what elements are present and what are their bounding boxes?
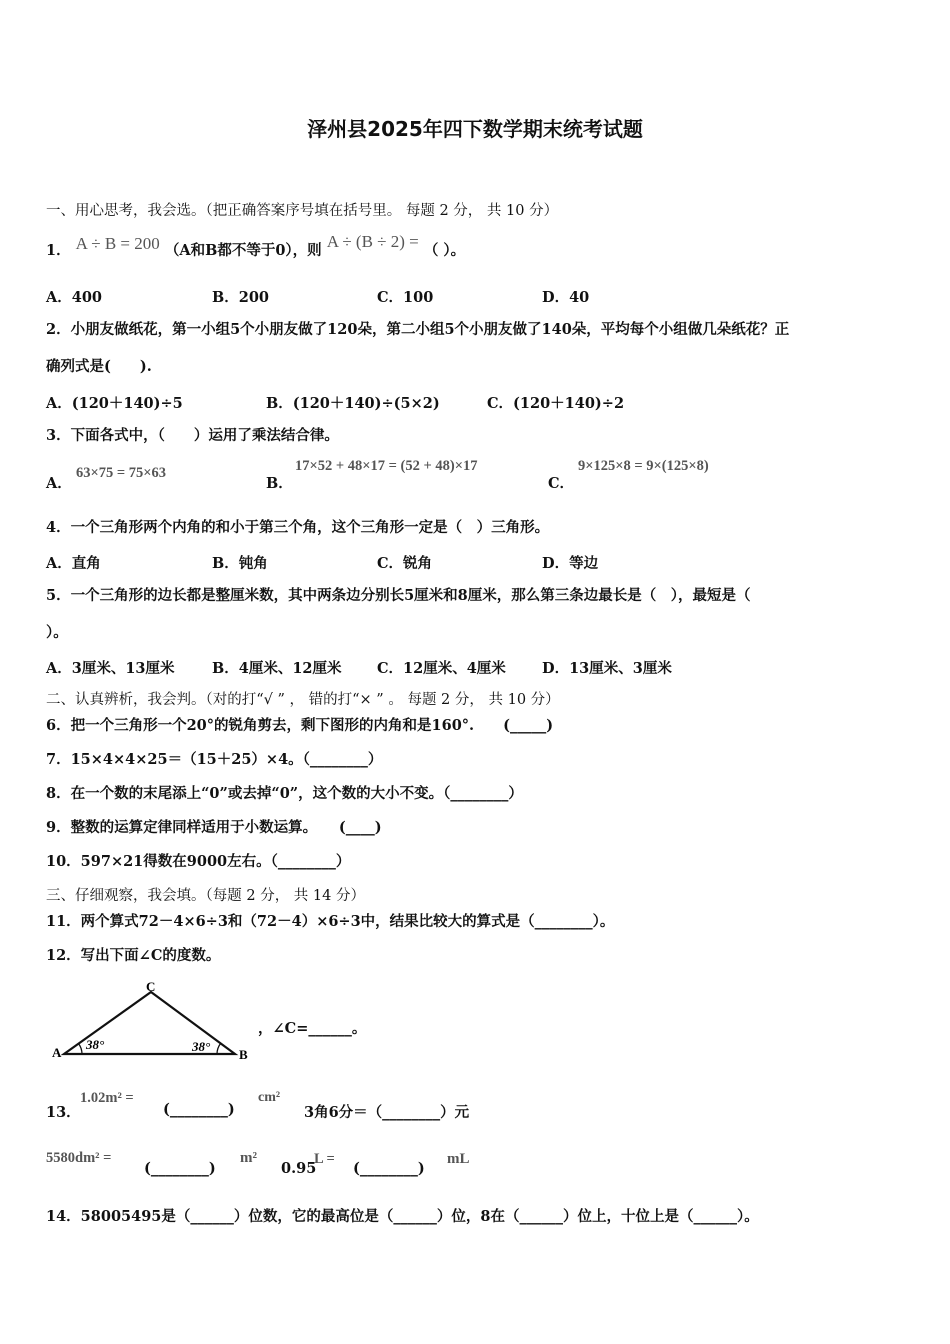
q1-number: 1． [46, 242, 71, 259]
q13-expr2: 3角6分＝（________）元 [304, 1104, 470, 1121]
q1-option-d: D．40 [542, 289, 590, 306]
q3-a-expr: 63×75 = 75×63 [76, 465, 167, 481]
q13-number: 13． [46, 1104, 81, 1121]
q2-line2: 确列式是( ). [46, 358, 152, 375]
q1-option-a: A．400 [46, 289, 103, 306]
q2-option-b: B．(120＋140)÷(5×2) [266, 395, 440, 412]
q5-line2: ）。 [46, 624, 68, 641]
section-2-header: 二、认真辨析，我会判。（对的打“√ ” ， 错的打“× ” 。 每题 2 分， 共 10 分） [46, 692, 560, 708]
q13-expr1: 1.02m² = [80, 1090, 134, 1106]
q13-unit3: m² [240, 1150, 257, 1166]
q2-line1: 2．小朋友做纸花，第一小组5个小朋友做了120朵，第二小组5个小朋友做了140朵，平均每个小组做几朵纸花？正 [46, 321, 790, 338]
q4-option-a: A．直角 [46, 555, 101, 572]
q8-line: 8．在一个数的末尾添上“0”或去掉“0”，这个数的大小不变。（________） [46, 785, 523, 802]
q3-b-label: B． [266, 475, 293, 492]
q1-expr1: A ÷ B = 200 [75, 234, 160, 253]
q5-option-d: D．13厘米、3厘米 [542, 660, 672, 677]
section-1-header: 一、用心思考，我会选。（把正确答案序号填在括号里。 每题 2 分， 共 10 分） [46, 203, 559, 219]
q3-c-expr: 9×125×8 = 9×(125×8) [578, 458, 709, 474]
q13-expr4-unit: L = [314, 1151, 335, 1167]
q13-unit1: cm² [258, 1090, 281, 1105]
angle-a-value: 38° [86, 1037, 105, 1052]
q2-option-a: A．(120＋140)÷5 [46, 395, 183, 412]
q1-tail: （ ）。 [423, 242, 466, 259]
q6-line: 6．把一个三角形一个20°的锐角剪去，剩下图形的内角和是160°. (_____) [46, 717, 554, 734]
q5-line1: 5．一个三角形的边长都是整厘米数，其中两条边分别长5厘米和8厘米，那么第三条边最长是（ ），最短是（ [46, 587, 751, 604]
q1-option-b: B．200 [212, 289, 270, 306]
vertex-a-label: A [52, 1045, 62, 1060]
q5-option-c: C．12厘米、4厘米 [377, 660, 506, 677]
q4-option-d: D．等边 [542, 555, 599, 572]
q1-option-c: C．100 [377, 289, 434, 306]
q13-blank3: (________) [144, 1160, 216, 1177]
q4-option-b: B．钝角 [212, 555, 268, 572]
triangle-figure [46, 978, 261, 1066]
angle-a-arc [79, 1044, 83, 1055]
q1-mid: （A和B都不等于0），则 [164, 242, 322, 259]
section-3-header: 三、仔细观察，我会填。（每题 2 分， 共 14 分） [46, 888, 365, 904]
q5-option-a: A．3厘米、13厘米 [46, 660, 175, 677]
q7-line: 7．15×4×4×25＝（15＋25）×4。（________） [46, 751, 383, 768]
q13-blank1: (________) [163, 1101, 235, 1118]
q10-line: 10．597×21得数在9000左右。（________） [46, 853, 351, 870]
q3-c-label: C． [548, 475, 575, 492]
q13-expr3: 5580dm² = [46, 1150, 112, 1166]
angle-b-arc [217, 1044, 221, 1055]
q14-line: 14．58005495是（______）位数，它的最高位是（______）位，8在（______）位上，十位上是（______）。 [46, 1208, 759, 1225]
q9-line: 9．整数的运算定律同样适用于小数运算。 (____) [46, 819, 382, 836]
q13-expr4-number: 0.95 [281, 1160, 317, 1177]
q3-line: 3．下面各式中，（ ）运用了乘法结合律。 [46, 427, 339, 444]
vertex-c-label: C [146, 979, 156, 994]
q1-expr2: A ÷ (B ÷ 2) = [326, 232, 419, 251]
q12-line: 12．写出下面∠C的度数。 [46, 947, 221, 964]
q4-line: 4．一个三角形两个内角的和小于第三个角，这个三角形一定是（ ）三角形。 [46, 519, 550, 536]
q4-option-c: C．锐角 [377, 555, 433, 572]
q3-b-expr: 17×52 + 48×17 = (52 + 48)×17 [295, 458, 478, 474]
q12-answer: ，∠C=______。 [258, 1020, 367, 1037]
page-title: 泽州县2025年四下数学期末统考试题 [307, 117, 643, 141]
q5-option-b: B．4厘米、12厘米 [212, 660, 342, 677]
q2-option-c: C．(120＋140)÷2 [487, 395, 625, 412]
q13-unit4: mL [447, 1151, 470, 1167]
vertex-b-label: B [239, 1047, 248, 1062]
q1-line [46, 232, 466, 261]
q13-blank4: (________) [353, 1160, 425, 1177]
q11-line: 11．两个算式72－4×6÷3和（72－4）×6÷3中，结果比较大的算式是（________）。 [46, 913, 615, 930]
angle-b-value: 38° [192, 1039, 211, 1054]
q3-a-label: A． [46, 475, 72, 492]
